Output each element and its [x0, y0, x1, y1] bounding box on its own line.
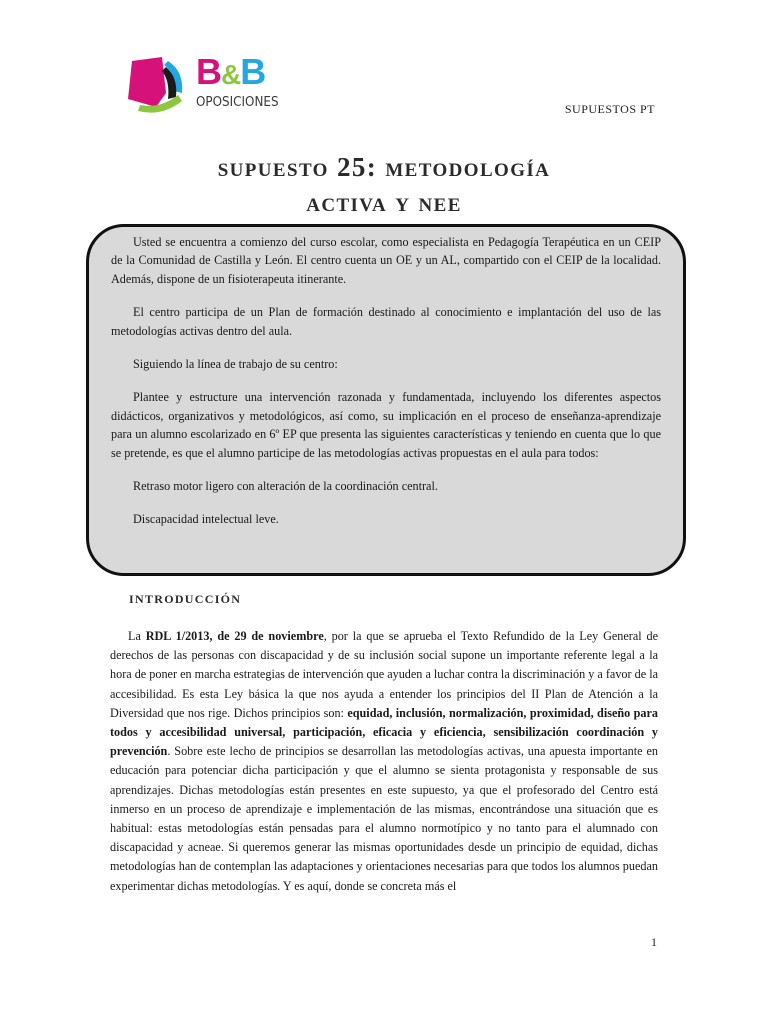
title-line-2: activa y nee	[306, 187, 462, 217]
case-paragraph: Discapacidad intelectual leve.	[133, 512, 279, 527]
page-title	[80, 150, 688, 220]
case-paragraph: El centro participa de un Plan de formación destinado al conocimiento e implantación del uso de las metodologías activas dentro del aula.	[111, 305, 661, 338]
logo-brand-text	[196, 51, 265, 93]
case-paragraph: Plantee y estructure una intervención razonada y fundamentada, incluyendo los diferentes aspectos didácticos, organizativos y metodológicos, así como, su implicación en el proceso de enseñanza-aprendizaje para un alumno escolarizado en 6º EP que presenta las siguientes características y teniendo en cuenta que lo que se pretende, es que el alumno participe de las metodologías activas propuestas en el aula para todos:	[111, 390, 661, 460]
title-line-1: supuesto 25: metodología	[217, 152, 551, 182]
intro-text: La	[128, 629, 146, 643]
case-statement-box	[86, 224, 686, 576]
case-paragraph: Siguiendo la línea de trabajo de su centro:	[133, 357, 338, 372]
case-paragraph: Retraso motor ligero con alteración de la coordinación central.	[133, 479, 438, 494]
intro-principles: equidad, inclusión, normalización, proximidad, diseño para todos y accesibilidad universal, participación, eficacia y eficiencia, sensibilización coordinación y prevención	[110, 705, 658, 759]
logo-mark-icon	[126, 55, 196, 119]
intro-law-reference: RDL 1/2013, de 29 de noviembre	[145, 629, 324, 643]
header-section-label: SUPUESTOS PT	[564, 102, 655, 116]
intro-text: . Sobre este lecho de principios se desarrollan las metodologías activas, una apuesta importante en educación para potenciar dicha participación y que el alumno se sienta protagonista y responsable de sus aprendizajes. Dichas metodologías están presentes en este supuesto, ya que el profesorado del Centro está inmerso en un proceso de aprendizaje e implementación de las mismas, encontrándose una situación que es habitual: estas metodologías están pensadas para el alumno normotípico y no tanto para el alumnado con discapacidad y acneae. Si queremos generar las mismas oportunidades desde un principio de equidad, dichas metodologías han de contemplan las adaptaciones y orientaciones necesarias para que todos los alumnos puedan experimentar dichas metodologías. Y es aquí, donde se concreta más el	[110, 744, 658, 893]
page-number: 1	[651, 935, 657, 949]
logo-subtitle: OPOSICIONES	[196, 95, 279, 110]
logo-ampersand: &	[221, 59, 241, 90]
company-logo	[126, 51, 286, 119]
logo-b1: B	[196, 51, 221, 92]
section-heading: introducción	[129, 588, 242, 607]
intro-text: , por la que se aprueba el Texto Refundido de la Ley General de derechos de las personas con discapacidad y de su inclusión social supone un importante referente legal a la hora de poner en marcha estrategias de intervención que ayuden a luchar contra la discriminación y a favor de la accesibilidad. Es esta Ley básica la que nos ayuda a entender los principios del II Plan de Atención a la Diversidad que nos rige. Dichos principios son:	[110, 629, 658, 720]
intro-paragraph	[110, 627, 658, 896]
case-paragraph: Usted se encuentra a comienzo del curso escolar, como especialista en Pedagogía Terapéutica en un CEIP de la Comunidad de Castilla y León. El centro cuenta un OE y un AL, compartido con el CEIP de la localidad. Además, dispone de un fisioterapeuta itinerante.	[111, 235, 661, 286]
logo-b2: B	[240, 51, 266, 92]
